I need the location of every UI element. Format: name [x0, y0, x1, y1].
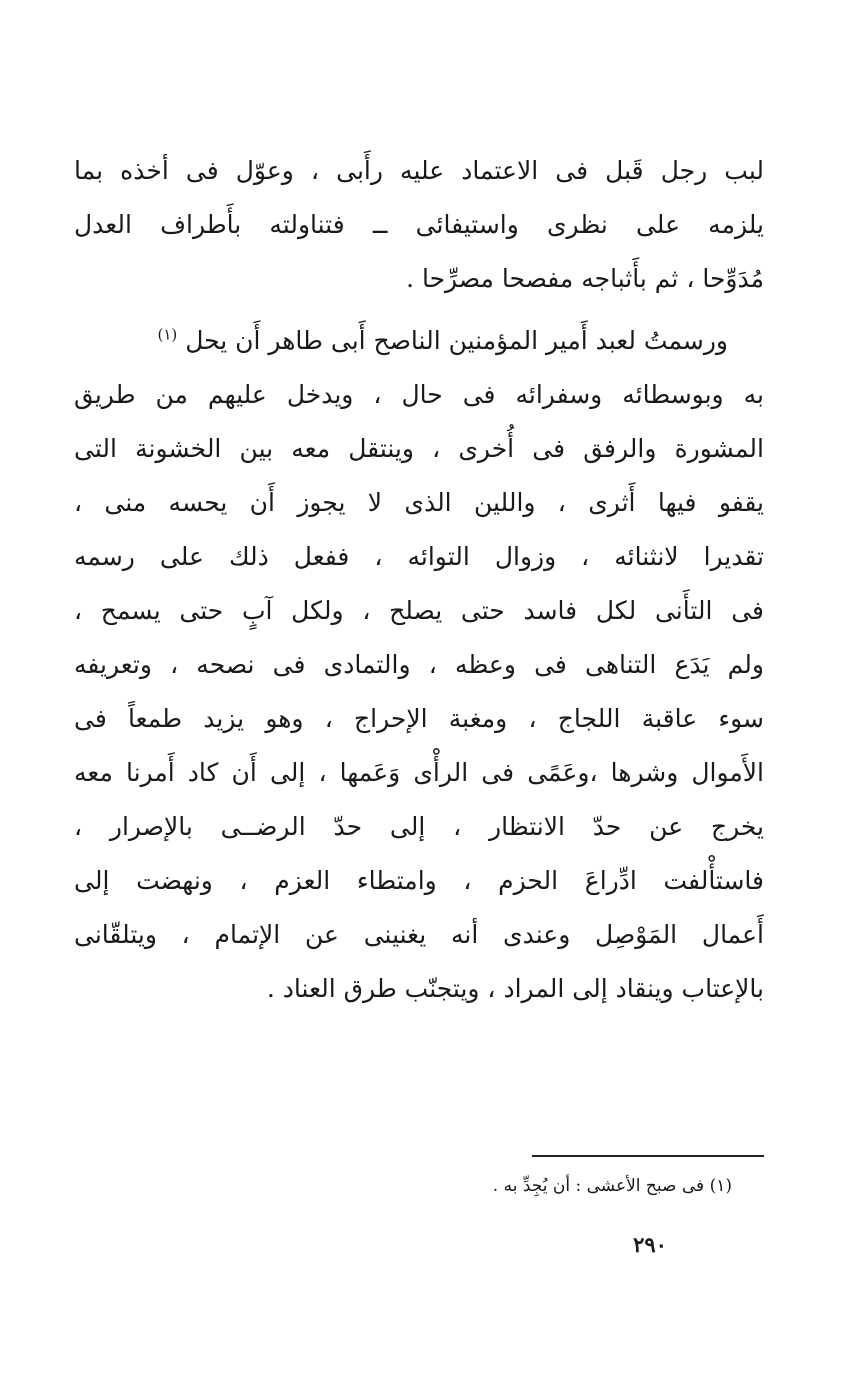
- text-line: يلزمه على نظرى واستيفائى ــ فتناولته بأَطراف العدل: [74, 210, 764, 239]
- paragraph-gap: [74, 306, 764, 314]
- text-line: ولم يَدَع التناهى فى وعظه ، والتمادى فى نصحه ، وتعريفه: [74, 650, 764, 679]
- text-line: الأَموال وشرها ،وعَمًى فى الرأْى وَعَمها ، إلى أَن كاد أَمرنا معه: [74, 758, 764, 787]
- footnote-reference: (١): [157, 325, 178, 344]
- text-line: المشورة والرفق فى أُخرى ، وينتقل معه بين الخشونة التى: [74, 434, 764, 463]
- main-text: [74, 144, 764, 1016]
- text-line: أَعمال المَوْصِل وعندى أنه يغنينى عن الإتمام ، ويتلقّانى: [74, 920, 764, 949]
- text-line: يخرج عن حدّ الانتظار ، إلى حدّ الرضــى بالإصرار ،: [74, 812, 764, 841]
- text-line: مُدَوِّحا ، ثم بأَثباجه مفصحا مصرِّحا .: [406, 264, 764, 293]
- page-number: ٢٩٠: [633, 1232, 667, 1257]
- text-line: ورسمتُ لعبد أَمير المؤمنين الناصح أَبى طاهر أَن يحل: [185, 326, 728, 355]
- text-line: فاستأْلفت ادِّراعَ الحزم ، وامتطاء العزم ، ونهضت إلى: [74, 866, 764, 895]
- text-line: تقديرا لانثنائه ، وزوال التوائه ، ففعل ذلك على رسمه: [74, 542, 764, 571]
- text-line-with-footnote: [74, 314, 764, 368]
- text-line: سوء عاقبة اللجاج ، ومغبة الإحراج ، وهو يزيد طمعاً فى: [74, 704, 764, 733]
- footnote: (١) فى صبح الأعشى : أن يُجِدِّ به .: [492, 1176, 732, 1196]
- text-line: بالإعتاب وينقاد إلى المراد ، ويتجنّب طرق العناد .: [266, 974, 764, 1003]
- text-line: فى التأَنى لكل فاسد حتى يصلح ، ولكل آبٍ حتى يسمح ،: [74, 596, 764, 625]
- text-line: به وبوسطائه وسفرائه فى حال ، ويدخل عليهم من طريق: [74, 380, 764, 409]
- text-line: يقفو فيها أَثرى ، واللين الذى لا يجوز أَن يحسه منى ،: [74, 488, 764, 517]
- footnote-divider: [532, 1155, 764, 1157]
- text-line: لبب رجل قَبل فى الاعتماد عليه رأَبى ، وعوّل فى أخذه بما: [74, 156, 764, 185]
